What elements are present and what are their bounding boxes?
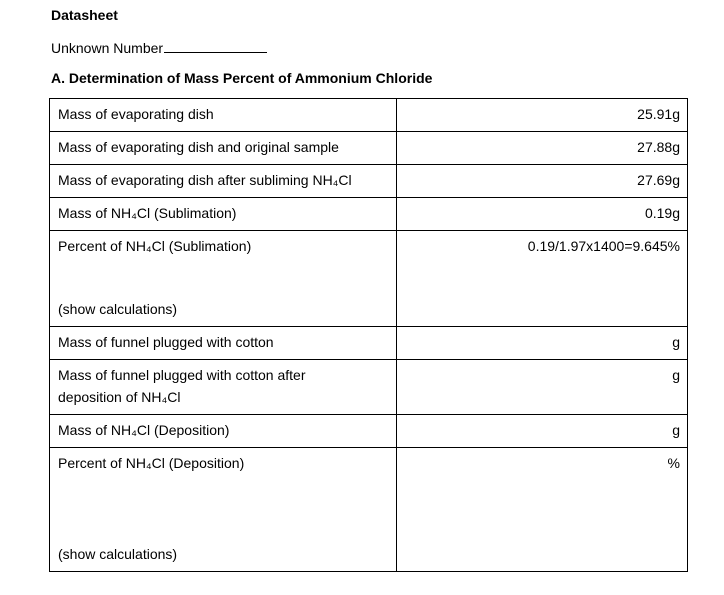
row-label: Mass of evaporating dish after subliming NH₄Cl — [50, 165, 397, 198]
row-label: Mass of funnel plugged with cotton after — [58, 367, 306, 383]
unknown-number-blank[interactable] — [164, 38, 267, 53]
row-value: 27.69g — [397, 165, 688, 198]
row-label: Mass of funnel plugged with cotton — [50, 327, 397, 360]
row-value: 25.91g — [397, 99, 688, 132]
section-a-title: A. Determination of Mass Percent of Ammonium Chloride — [51, 70, 433, 86]
row-value: % — [397, 448, 688, 572]
row-value: 27.88g — [397, 132, 688, 165]
row-label: Percent of NH₄Cl (Deposition) — [58, 455, 245, 471]
table-row — [50, 165, 688, 198]
row-label: Mass of evaporating dish and original sample — [50, 132, 397, 165]
table-row — [50, 99, 688, 132]
row-label: Mass of NH₄Cl (Sublimation) — [50, 198, 397, 231]
table-row — [50, 198, 688, 231]
table-row — [50, 132, 688, 165]
datasheet-title: Datasheet — [51, 7, 118, 23]
row-value: g — [397, 360, 688, 415]
row-label-cell — [50, 448, 397, 572]
row-value: 0.19g — [397, 198, 688, 231]
row-value: 0.19/1.97x1400=9.645% — [397, 231, 688, 327]
show-calculations-note: (show calculations) — [58, 546, 178, 562]
row-value: g — [397, 327, 688, 360]
table-row — [50, 415, 688, 448]
table-row — [50, 231, 688, 327]
row-label: Mass of NH₄Cl (Deposition) — [50, 415, 397, 448]
row-label: Mass of evaporating dish — [50, 99, 397, 132]
row-label-cell — [50, 231, 397, 327]
row-label-line2: deposition of NH₄Cl — [58, 389, 181, 405]
table-row — [50, 360, 688, 415]
unknown-number-field — [51, 38, 267, 56]
unknown-number-label: Unknown Number — [51, 40, 164, 56]
mass-percent-table — [49, 98, 688, 572]
row-label-cell — [50, 360, 397, 415]
show-calculations-note: (show calculations) — [58, 301, 178, 317]
row-label: Percent of NH₄Cl (Sublimation) — [58, 238, 252, 254]
table-row — [50, 327, 688, 360]
table-row — [50, 448, 688, 572]
row-value: g — [397, 415, 688, 448]
